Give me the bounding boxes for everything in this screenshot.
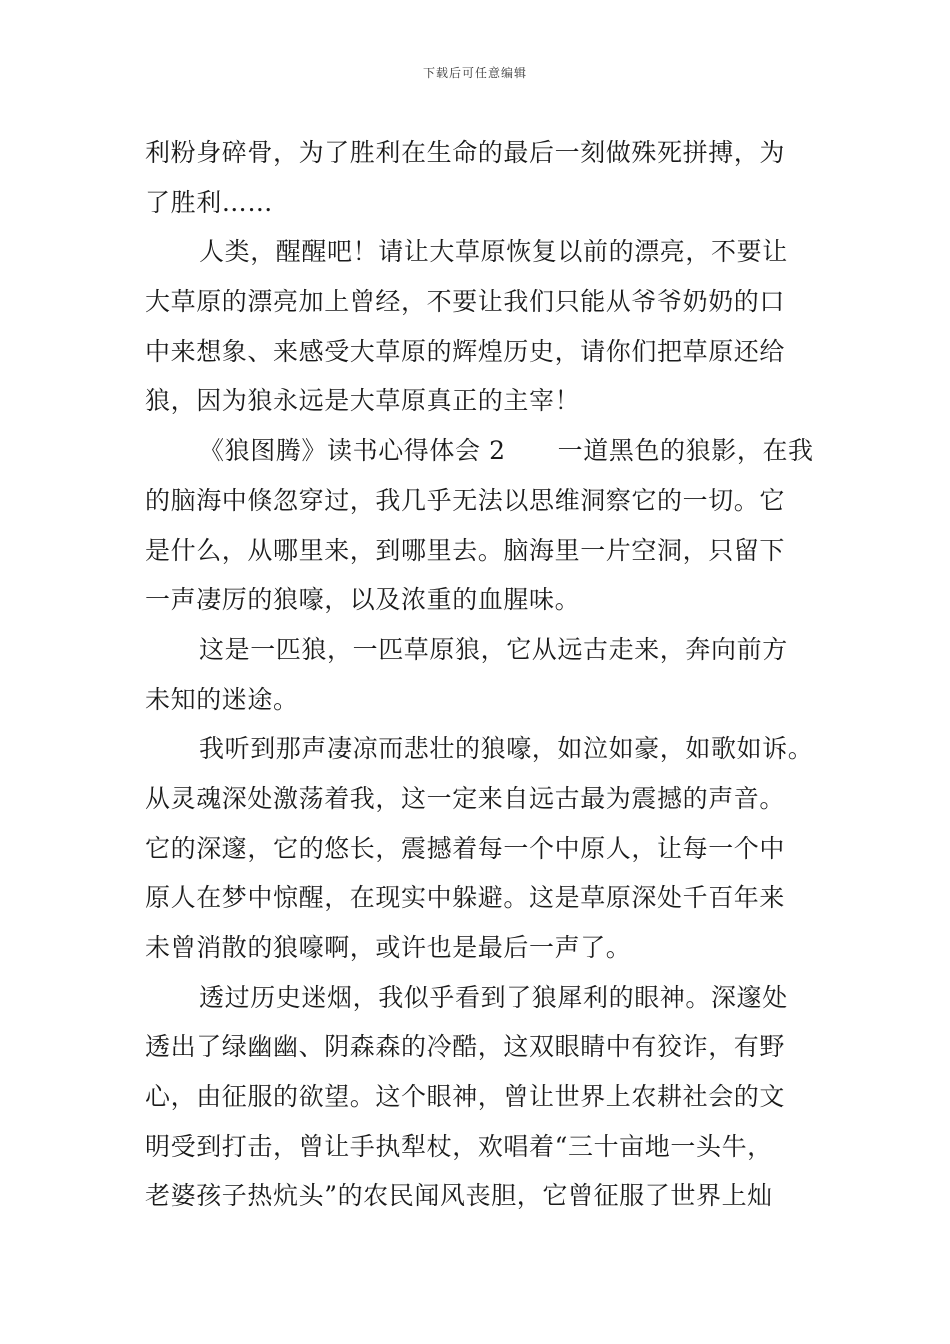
text-line: 透出了绿幽幽、阴森森的冷酷，这双眼睛中有狡诈，有野 [145,1032,786,1062]
section-title: 《狼图腾》读书心得体会 2 [199,436,506,466]
text-line: 从灵魂深处激荡着我，这一定来自远古最为震撼的声音。 [145,783,786,813]
text-line: 未曾消散的狼嚎啊，或许也是最后一声了。 [145,933,632,962]
text-line: 是什么，从哪里来，到哪里去。脑海里一片空洞，只留下 [145,535,786,565]
section-title-line [145,426,815,476]
text-line: 了胜利…… [145,187,274,217]
text-line: 一声凄厉的狼嚎，以及浓重的血腥味。 [145,585,581,615]
page-header: 下载后可任意编辑 [422,66,527,80]
text-line: 这是一匹狼，一匹草原狼，它从远古走来，奔向前方 [199,634,788,664]
document-body [145,128,815,1221]
text-line: 明受到打击，曾让手执犁杖，欢唱着“三十亩地一头牛， [145,1131,773,1161]
text-line: 它的深邃，它的悠长，震撼着每一个中原人，让每一个中 [145,833,786,863]
text-line: 的脑海中倏忽穿过，我几乎无法以思维洞察它的一切。它 [145,485,786,515]
text-line: 心，由征服的欲望。这个眼神，曾让世界上农耕社会的文 [145,1082,786,1112]
text-line: 未知的迷途。 [145,684,299,714]
text-line: 原人在梦中惊醒，在现实中躲避。这是草原深处千百年来 [145,883,786,913]
text-line: 中来想象、来感受大草原的辉煌历史，请你们把草原还给 [145,336,786,366]
text-line: 狼，因为狼永远是大草原真正的主宰！ [145,386,581,416]
text-line: 透过历史迷烟，我似乎看到了狼犀利的眼神。深邃处 [199,982,788,1012]
text-line: 利粉身碎骨，为了胜利在生命的最后一刻做殊死拼搏，为 [145,138,786,167]
text-line: 人类，醒醒吧！请让大草原恢复以前的漂亮，不要让 [199,237,788,267]
text-line: 大草原的漂亮加上曾经，不要让我们只能从爷爷奶奶的口 [145,287,786,317]
text-line: 我听到那声凄凉而悲壮的狼嚎，如泣如豪，如歌如诉。 [199,734,814,764]
text-line: 老婆孩子热炕头”的农民闻风丧胆，它曾征服了世界上灿 [145,1181,773,1211]
text-line-continuation: 一道黑色的狼影，在我 [557,436,814,466]
